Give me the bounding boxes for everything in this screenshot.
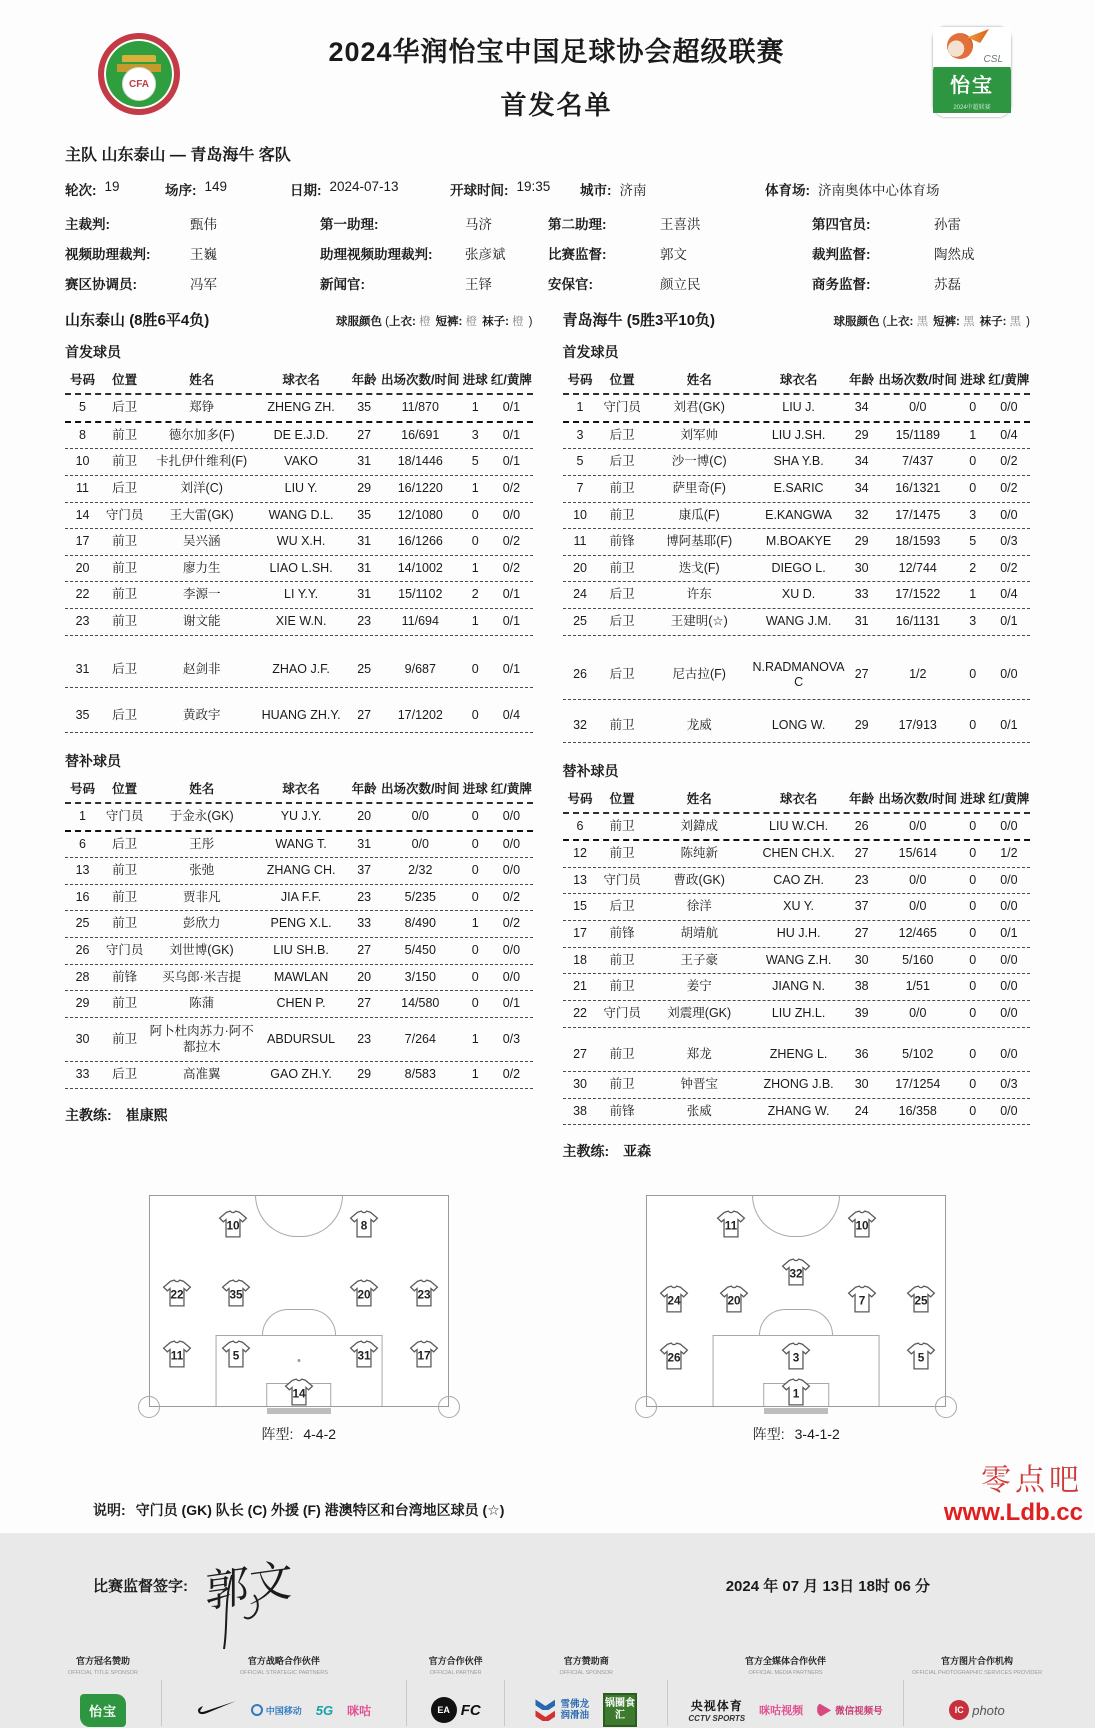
- table-row: 27 前卫 郑龙 ZHENG L. 36 5/102 0 0/0: [563, 1038, 1031, 1073]
- jersey: [906, 1342, 936, 1370]
- corner-arc: [935, 1396, 957, 1418]
- officials-row: [65, 213, 1030, 233]
- watermark-name: 零点吧: [981, 1463, 1083, 1498]
- jersey: [781, 1378, 811, 1406]
- goal-bar: [764, 1408, 828, 1414]
- away-team-head: [563, 309, 1031, 330]
- table-header: 号码 位置 姓名 球衣名 年龄 出场次数/时间 进球 红/黄牌: [65, 779, 533, 804]
- goal-bar: [267, 1408, 331, 1414]
- ea-sports-fc-logo: EA FC: [431, 1697, 481, 1723]
- page-title: 2024华润怡宝中国足球协会超级联赛: [328, 37, 785, 67]
- jersey: [349, 1279, 379, 1307]
- home-starters-table: [65, 395, 533, 733]
- migu-video-logo: 咪咕视频: [759, 1705, 804, 1718]
- home-team-head: [65, 309, 533, 330]
- table-row: 26 守门员 刘世博(GK) LIU SH.B. 27 5/450 0 0/0: [65, 938, 533, 965]
- svg-text:10: 10: [855, 1219, 869, 1233]
- home-team-column: [65, 309, 533, 1161]
- jersey: [659, 1285, 689, 1313]
- corner-arc: [438, 1396, 460, 1418]
- table-row: 6 前卫 刘鍏成 LIU W.CH. 26 0/0 0 0/0: [563, 814, 1031, 842]
- table-header: 号码 位置 姓名 球衣名 年龄 出场次数/时间 进球 红/黄牌: [65, 370, 533, 395]
- table-row: 24 后卫 许东 XU D. 33 17/1522 1 0/4: [563, 582, 1031, 609]
- penalty-spot: [297, 1359, 300, 1362]
- table-row: 6 后卫 王彤 WANG T. 31 0/0 0 0/0: [65, 832, 533, 859]
- cfa-ball-icon: CFA: [122, 67, 156, 101]
- venue-coordinator: 赛区协调员: 冯军: [65, 277, 217, 292]
- csl-brand-name: 怡宝: [950, 75, 994, 97]
- table-row: 5 后卫 郑铮 ZHENG ZH. 35 11/870 1 0/1: [65, 395, 533, 423]
- table-row: 38 前锋 张威 ZHANG W. 24 16/358 0 0/0: [563, 1099, 1031, 1126]
- svg-text:3: 3: [792, 1351, 800, 1365]
- table-row: 3 后卫 刘军帅 LIU J.SH. 29 15/1189 1 0/4: [563, 423, 1031, 450]
- fourth-official: 第四官员: 孙雷: [812, 217, 961, 232]
- home-subs-title: 替补球员: [65, 752, 121, 769]
- match-info-row: [65, 179, 1030, 199]
- svg-text:22: 22: [170, 1288, 184, 1302]
- svg-text:5: 5: [232, 1349, 240, 1363]
- svg-text:郭文: 郭文: [205, 1555, 293, 1619]
- away-subs-table: [563, 814, 1031, 1126]
- avar: 助理视频助理裁判: 张彦斌: [320, 247, 506, 262]
- sponsor-group-title-sponsor: 官方冠名赞助 OFFICIAL TITLE SPONSOR 怡宝: [45, 1654, 161, 1728]
- home-starters-title: 首发球员: [65, 344, 121, 360]
- signature-row: [65, 1546, 1030, 1624]
- jersey: [349, 1210, 379, 1238]
- table-row: 10 前卫 康瓜(F) E.KANGWA 32 17/1475 3 0/0: [563, 503, 1031, 530]
- svg-text:23: 23: [417, 1288, 431, 1302]
- svg-text:20: 20: [357, 1288, 371, 1302]
- jersey: [719, 1285, 749, 1313]
- svg-text:1: 1: [792, 1387, 800, 1401]
- jersey: [409, 1340, 439, 1368]
- city-info: 城市: 济南: [580, 183, 647, 198]
- guoquan-shihui-logo: 锅圈食汇: [603, 1693, 637, 1727]
- csl-brand-sub: 2024中超联赛: [953, 105, 991, 111]
- officials-row: [65, 273, 1030, 293]
- svg-text:35: 35: [229, 1288, 243, 1302]
- referee: 主裁判: 甄伟: [65, 217, 217, 232]
- away-pitch: [646, 1195, 946, 1407]
- csl-word: CSL: [983, 54, 1003, 65]
- jersey: [716, 1210, 746, 1238]
- table-row: 21 前卫 姜宁 JIANG N. 38 1/51 0 0/0: [563, 974, 1031, 1001]
- away-kit: 球服颜色 (上衣: 黑 短裤: 黑 袜子: 黑 ): [833, 316, 1030, 328]
- sponsor-group-photo: 官方图片合作机构 OFFICIAL PHOTOGRAPHIC SERVICES PROVIDER IC photo: [904, 1654, 1050, 1728]
- home-team-title: 山东泰山 (8胜6平4负): [65, 312, 210, 329]
- cfa-roof-shape: [122, 55, 156, 62]
- away-starters-title: 首发球员: [562, 344, 619, 360]
- svg-text:17: 17: [417, 1349, 431, 1363]
- watermark: [944, 1455, 1083, 1527]
- chevron-logo: 雪佛龙 润滑油: [535, 1699, 589, 1722]
- supervisor-signature: [194, 1545, 344, 1655]
- away-starters-table: [563, 395, 1031, 743]
- table-row: 29 前卫 陈蒲 CHEN P. 27 14/580 0 0/1: [65, 991, 533, 1018]
- press-officer: 新闻官: 王铎: [320, 277, 492, 292]
- penalty-arc: [262, 1309, 336, 1335]
- svg-text:8: 8: [361, 1219, 368, 1233]
- jersey: [162, 1340, 192, 1368]
- table-row: 28 前锋 买乌郎·米吉提 MAWLAN 20 3/150 0 0/0: [65, 965, 533, 992]
- table-row: 23 前卫 谢文能 XIE W.N. 23 11/694 1 0/1: [65, 609, 533, 636]
- header: [65, 0, 1030, 122]
- away-team-column: [563, 309, 1031, 1161]
- table-row: 8 前卫 德尔加多(F) DE E.J.D. 27 16/691 3 0/1: [65, 423, 533, 450]
- commercial-supervisor: 商务监督: 苏磊: [812, 277, 961, 292]
- home-pitch-wrap: [149, 1195, 449, 1414]
- away-formation: [563, 1195, 1031, 1444]
- center-circle: [255, 1195, 343, 1237]
- table-row: 15 后卫 徐洋 XU Y. 37 0/0 0 0/0: [563, 894, 1031, 921]
- table-row: 5 后卫 沙一博(C) SHA Y.B. 34 7/437 0 0/2: [563, 449, 1031, 476]
- assistant-1: 第一助理: 马济: [320, 217, 492, 232]
- table-row: 11 前锋 博阿基耶(F) M.BOAKYE 29 18/1593 5 0/3: [563, 529, 1031, 556]
- sponsor-group-media: 官方全媒体合作伙伴 OFFICIAL MEDIA PARTNERS 央视体育 CCTV SPORTS 咪咕视频 微信视频号: [688, 1656, 883, 1724]
- svg-text:32: 32: [789, 1267, 803, 1281]
- jersey: [781, 1258, 811, 1286]
- jersey: [284, 1378, 314, 1406]
- jersey: [659, 1342, 689, 1370]
- referee-supervisor: 裁判监督: 陶然成: [812, 247, 975, 262]
- officials-row: [65, 243, 1030, 263]
- svg-text:11: 11: [724, 1219, 737, 1233]
- jersey: [218, 1210, 248, 1238]
- jersey: [847, 1285, 877, 1313]
- security-officer: 安保官: 颜立民: [548, 277, 701, 292]
- watermark-url: www.Ldb.cc: [943, 1499, 1083, 1526]
- china-mobile-icon: [251, 1704, 263, 1716]
- svg-text:31: 31: [357, 1349, 371, 1363]
- svg-text:10: 10: [226, 1219, 240, 1233]
- table-row: 10 前卫 卡扎伊什维利(F) VAKO 31 18/1446 5 0/1: [65, 449, 533, 476]
- jersey: [349, 1340, 379, 1368]
- table-row: 13 前卫 张弛 ZHANG CH. 37 2/32 0 0/0: [65, 858, 533, 885]
- migu-logo: 咪咕: [347, 1703, 372, 1718]
- table-row: 17 前卫 吴兴涵 WU X.H. 31 16/1266 0 0/2: [65, 529, 533, 556]
- table-row: 25 后卫 王建明(☆) WANG J.M. 31 16/1131 3 0/1: [563, 609, 1031, 636]
- round-info: 轮次: 19: [65, 179, 120, 198]
- officials-block: [65, 213, 1030, 293]
- china-mobile-logo: 中国移动: [251, 1704, 302, 1717]
- csl-logo-bottom: [933, 61, 1011, 113]
- table-header: 号码 位置 姓名 球衣名 年龄 出场次数/时间 进球 红/黄牌: [563, 789, 1031, 814]
- table-row: 17 前锋 胡靖航 HU J.H. 27 12/465 0 0/1: [563, 921, 1031, 948]
- yibao-logo: 怡宝: [80, 1694, 126, 1727]
- signature-label: 比赛监督签字:: [93, 1577, 188, 1595]
- table-row: 30 前卫 钟晋宝 ZHONG J.B. 30 17/1254 0 0/3: [563, 1072, 1031, 1099]
- table-row: 33 后卫 高准翼 GAO ZH.Y. 29 8/583 1 0/2: [65, 1062, 533, 1089]
- page-subtitle: 首发名单: [500, 90, 613, 120]
- table-row: 1 守门员 刘君(GK) LIU J. 34 0/0 0 0/0: [563, 395, 1031, 423]
- ic-photo-logo: IC photo: [949, 1700, 1005, 1720]
- teams-line: 主队 山东泰山 — 青岛海牛 客队: [65, 147, 291, 164]
- csl-logo-top: [933, 27, 1011, 67]
- table-row: 14 守门员 王大雷(GK) WANG D.L. 35 12/1080 0 0/0: [65, 503, 533, 530]
- table-row: 11 后卫 刘洋(C) LIU Y. 29 16/1220 1 0/2: [65, 476, 533, 503]
- svg-text:25: 25: [914, 1294, 928, 1308]
- away-formation-label: 阵型: 3-4-1-2: [752, 1426, 840, 1443]
- cctv-sports-logo: 央视体育 CCTV SPORTS: [688, 1699, 746, 1724]
- wechat-channels-logo: 微信视频号: [817, 1703, 883, 1717]
- table-row: 26 后卫 尼古拉(F) N.RADMANOVAC 27 1/2 0 0/0: [563, 652, 1031, 700]
- table-row: 16 前卫 贾非凡 JIA F.F. 23 5/235 0 0/2: [65, 885, 533, 912]
- penalty-arc: [759, 1309, 833, 1335]
- away-team-title: 青岛海牛 (5胜3平10负): [562, 312, 716, 329]
- svg-text:20: 20: [727, 1294, 741, 1308]
- csl-yibao-logo: [932, 26, 1012, 118]
- legend-note: 说明: 守门员 (GK) 队长 (C) 外援 (F) 港澳特区和台湾地区球员 (☆): [93, 1502, 505, 1519]
- sponsor-group-strategic: 官方战略合作伙伴 OFFICIAL STRATEGIC PARTNERS 中国移动 5G 咪咕: [162, 1654, 406, 1728]
- table-row: 22 前卫 李源一 LI Y.Y. 31 15/1102 2 0/1: [65, 582, 533, 609]
- match-number-info: 场序: 149: [165, 179, 228, 198]
- table-row: 25 前卫 彭欣力 PENG X.L. 33 8/490 1 0/2: [65, 911, 533, 938]
- jersey: [221, 1340, 251, 1368]
- home-formation: [65, 1195, 533, 1444]
- corner-arc: [138, 1396, 160, 1418]
- table-row: 22 守门员 刘震理(GK) LIU ZH.L. 39 0/0 0 0/0: [563, 1001, 1031, 1028]
- kickoff-info: 开球时间: 19:35: [450, 179, 551, 198]
- chevron-icon: [535, 1699, 555, 1721]
- home-coach: 主教练: 崔康熙: [65, 1106, 168, 1123]
- 5g-logo: 5G: [315, 1702, 334, 1718]
- formation-diagrams: [65, 1195, 1030, 1444]
- svg-text:26: 26: [667, 1351, 681, 1365]
- title-block: [181, 26, 932, 122]
- table-row: 13 守门员 曹政(GK) CAO ZH. 23 0/0 0 0/0: [563, 868, 1031, 895]
- jersey: [162, 1279, 192, 1307]
- signed-datetime: 2024 年 07 月 13日 18时 06 分: [725, 1577, 930, 1595]
- sponsor-group-partner: 官方合作伙伴 OFFICIAL PARTNER EA FC: [407, 1654, 505, 1728]
- jersey: [409, 1279, 439, 1307]
- jersey: [781, 1342, 811, 1370]
- sponsor-footer: [45, 1654, 1050, 1728]
- assistant-2: 第二助理: 王喜洪: [548, 217, 701, 232]
- home-formation-label: 阵型: 4-4-2: [261, 1426, 337, 1443]
- table-row: 31 后卫 赵剑非 ZHAO J.F. 25 9/687 0 0/1: [65, 652, 533, 689]
- table-row: 30 前卫 阿卜杜肉苏力·阿不都拉木 ABDURSUL 23 7/264 1 0/3: [65, 1018, 533, 1062]
- table-row: 1 守门员 于金永(GK) YU J.Y. 20 0/0 0 0/0: [65, 804, 533, 832]
- table-row: 20 前卫 迭戈(F) DIEGO L. 30 12/744 2 0/2: [563, 556, 1031, 583]
- away-pitch-wrap: [646, 1195, 946, 1414]
- away-subs-title: 替补球员: [562, 762, 619, 779]
- jersey: [906, 1285, 936, 1313]
- table-row: 18 前卫 王子豪 WANG Z.H. 30 5/160 0 0/0: [563, 948, 1031, 975]
- date-info: 日期: 2024-07-13: [290, 179, 399, 198]
- table-row: 20 前卫 廖力生 LIAO L.SH. 31 14/1002 1 0/2: [65, 556, 533, 583]
- stadium-info: 体育场: 济南奥体中心体育场: [765, 183, 940, 198]
- svg-text:11: 11: [170, 1349, 183, 1363]
- table-row: 12 前卫 陈纯新 CHEN CH.X. 27 15/614 0 1/2: [563, 841, 1031, 868]
- home-subs-table: [65, 804, 533, 1089]
- svg-text:5: 5: [918, 1351, 925, 1365]
- svg-text:7: 7: [858, 1294, 866, 1308]
- cfa-logo: [97, 26, 181, 122]
- home-pitch: [149, 1195, 449, 1407]
- teams-tables: [65, 309, 1030, 1161]
- home-kit: 球服颜色 (上衣: 橙 短裤: 橙 袜子: 橙 ): [335, 316, 533, 328]
- jersey: [847, 1210, 877, 1238]
- sponsor-group-sponsor: 官方赞助商 OFFICIAL SPONSOR 雪佛龙 润滑油 锅圈食汇: [505, 1654, 667, 1728]
- away-coach: 主教练: 亚森: [562, 1143, 652, 1160]
- nike-swoosh-icon: [197, 1700, 237, 1721]
- center-circle: [752, 1195, 840, 1237]
- corner-arc: [635, 1396, 657, 1418]
- table-row: 35 后卫 黄政宇 HUANG ZH.Y. 27 17/1202 0 0/4: [65, 700, 533, 733]
- jersey: [221, 1279, 251, 1307]
- svg-text:24: 24: [667, 1294, 681, 1308]
- var: 视频助理裁判: 王巍: [65, 247, 217, 262]
- table-row: 7 前卫 萨里奇(F) E.SARIC 34 16/1321 0 0/2: [563, 476, 1031, 503]
- play-icon: [817, 1703, 831, 1717]
- cfa-emblem-icon: [98, 33, 180, 115]
- match-supervisor: 比赛监督: 郭文: [548, 247, 687, 262]
- table-header: 号码 位置 姓名 球衣名 年龄 出场次数/时间 进球 红/黄牌: [563, 370, 1031, 395]
- svg-text:14: 14: [292, 1387, 306, 1401]
- table-row: 32 前卫 龙威 LONG W. 29 17/913 0 0/1: [563, 710, 1031, 743]
